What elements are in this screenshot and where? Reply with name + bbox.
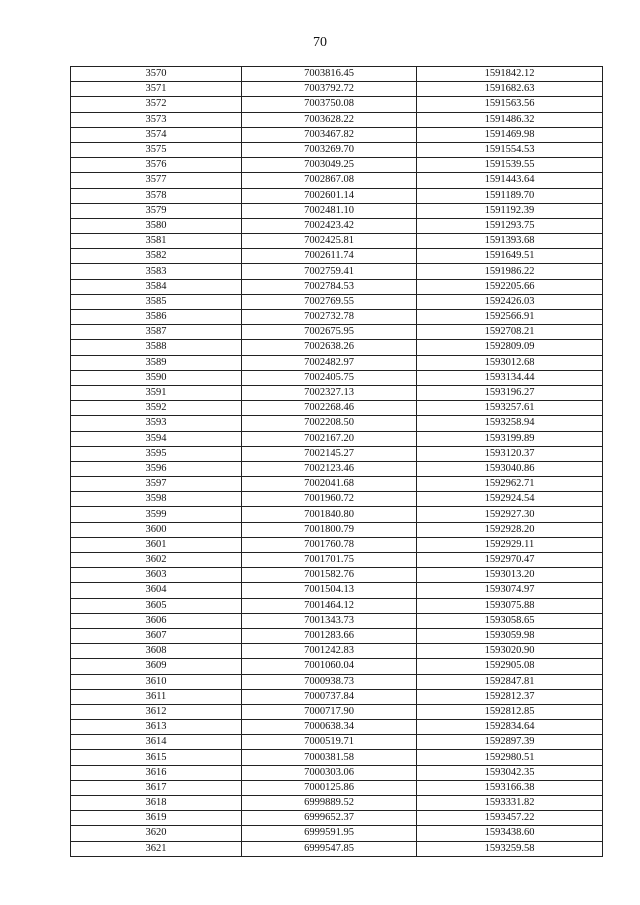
y-coordinate-cell: 1592924.54 xyxy=(417,492,603,507)
y-coordinate-cell: 1593020.90 xyxy=(417,644,603,659)
x-coordinate-cell: 7001840.80 xyxy=(242,507,417,522)
point-number-cell: 3585 xyxy=(71,294,242,309)
x-coordinate-cell: 7002769.55 xyxy=(242,294,417,309)
x-coordinate-cell: 7002145.27 xyxy=(242,446,417,461)
point-number-cell: 3587 xyxy=(71,325,242,340)
table-row xyxy=(71,446,603,461)
point-number-cell: 3610 xyxy=(71,674,242,689)
point-number-cell: 3582 xyxy=(71,249,242,264)
coordinates-table xyxy=(70,66,603,857)
point-number-cell: 3575 xyxy=(71,142,242,157)
y-coordinate-cell: 1591293.75 xyxy=(417,218,603,233)
point-number-cell: 3620 xyxy=(71,826,242,841)
table-row xyxy=(71,644,603,659)
y-coordinate-cell: 1591539.55 xyxy=(417,158,603,173)
point-number-cell: 3618 xyxy=(71,796,242,811)
point-number-cell: 3615 xyxy=(71,750,242,765)
point-number-cell: 3619 xyxy=(71,811,242,826)
point-number-cell: 3607 xyxy=(71,628,242,643)
x-coordinate-cell: 7002208.50 xyxy=(242,416,417,431)
y-coordinate-cell: 1592897.39 xyxy=(417,735,603,750)
x-coordinate-cell: 7001283.66 xyxy=(242,628,417,643)
table-row xyxy=(71,249,603,264)
point-number-cell: 3594 xyxy=(71,431,242,446)
y-coordinate-cell: 1592905.08 xyxy=(417,659,603,674)
y-coordinate-cell: 1592970.47 xyxy=(417,553,603,568)
y-coordinate-cell: 1593013.20 xyxy=(417,568,603,583)
y-coordinate-cell: 1593331.82 xyxy=(417,796,603,811)
point-number-cell: 3613 xyxy=(71,720,242,735)
x-coordinate-cell: 7001760.78 xyxy=(242,537,417,552)
y-coordinate-cell: 1592927.30 xyxy=(417,507,603,522)
table-row xyxy=(71,598,603,613)
table-row xyxy=(71,461,603,476)
point-number-cell: 3601 xyxy=(71,537,242,552)
y-coordinate-cell: 1593042.35 xyxy=(417,765,603,780)
point-number-cell: 3580 xyxy=(71,218,242,233)
x-coordinate-cell: 7002123.46 xyxy=(242,461,417,476)
y-coordinate-cell: 1593438.60 xyxy=(417,826,603,841)
x-coordinate-cell: 7002425.81 xyxy=(242,234,417,249)
point-number-cell: 3602 xyxy=(71,553,242,568)
point-number-cell: 3589 xyxy=(71,355,242,370)
table-row xyxy=(71,173,603,188)
page-number: 70 xyxy=(313,35,327,50)
x-coordinate-cell: 7000303.06 xyxy=(242,765,417,780)
table-row xyxy=(71,112,603,127)
table-row xyxy=(71,720,603,735)
x-coordinate-cell: 7000381.58 xyxy=(242,750,417,765)
table-row xyxy=(71,811,603,826)
table-row xyxy=(71,340,603,355)
x-coordinate-cell: 7002601.14 xyxy=(242,188,417,203)
x-coordinate-cell: 7001960.72 xyxy=(242,492,417,507)
y-coordinate-cell: 1592566.91 xyxy=(417,310,603,325)
x-coordinate-cell: 7003049.25 xyxy=(242,158,417,173)
y-coordinate-cell: 1593059.98 xyxy=(417,628,603,643)
point-number-cell: 3608 xyxy=(71,644,242,659)
y-coordinate-cell: 1591682.63 xyxy=(417,82,603,97)
point-number-cell: 3570 xyxy=(71,67,242,82)
x-coordinate-cell: 7000519.71 xyxy=(242,735,417,750)
y-coordinate-cell: 1593074.97 xyxy=(417,583,603,598)
x-coordinate-cell: 7000717.90 xyxy=(242,704,417,719)
y-coordinate-cell: 1593075.88 xyxy=(417,598,603,613)
table-row xyxy=(71,97,603,112)
table-row xyxy=(71,279,603,294)
y-coordinate-cell: 1593259.58 xyxy=(417,841,603,856)
x-coordinate-cell: 7002732.78 xyxy=(242,310,417,325)
y-coordinate-cell: 1592962.71 xyxy=(417,477,603,492)
y-coordinate-cell: 1591986.22 xyxy=(417,264,603,279)
table-row xyxy=(71,704,603,719)
y-coordinate-cell: 1592812.37 xyxy=(417,689,603,704)
table-row xyxy=(71,431,603,446)
table-row xyxy=(71,628,603,643)
x-coordinate-cell: 7002423.42 xyxy=(242,218,417,233)
table-row xyxy=(71,553,603,568)
table-row xyxy=(71,780,603,795)
y-coordinate-cell: 1592834.64 xyxy=(417,720,603,735)
table-row xyxy=(71,613,603,628)
table-row xyxy=(71,826,603,841)
table-row xyxy=(71,67,603,82)
table-row xyxy=(71,841,603,856)
point-number-cell: 3621 xyxy=(71,841,242,856)
point-number-cell: 3603 xyxy=(71,568,242,583)
table-row xyxy=(71,689,603,704)
table-row xyxy=(71,401,603,416)
table-row xyxy=(71,203,603,218)
x-coordinate-cell: 7003467.82 xyxy=(242,127,417,142)
table-row xyxy=(71,583,603,598)
y-coordinate-cell: 1593257.61 xyxy=(417,401,603,416)
table-row xyxy=(71,234,603,249)
x-coordinate-cell: 7002675.95 xyxy=(242,325,417,340)
y-coordinate-cell: 1592812.85 xyxy=(417,704,603,719)
y-coordinate-cell: 1593040.86 xyxy=(417,461,603,476)
y-coordinate-cell: 1591443.64 xyxy=(417,173,603,188)
y-coordinate-cell: 1592809.09 xyxy=(417,340,603,355)
point-number-cell: 3599 xyxy=(71,507,242,522)
point-number-cell: 3617 xyxy=(71,780,242,795)
table-row xyxy=(71,507,603,522)
y-coordinate-cell: 1591842.12 xyxy=(417,67,603,82)
table-row xyxy=(71,765,603,780)
table-row xyxy=(71,750,603,765)
point-number-cell: 3612 xyxy=(71,704,242,719)
y-coordinate-cell: 1591189.70 xyxy=(417,188,603,203)
x-coordinate-cell: 6999547.85 xyxy=(242,841,417,856)
point-number-cell: 3600 xyxy=(71,522,242,537)
x-coordinate-cell: 7003628.22 xyxy=(242,112,417,127)
point-number-cell: 3606 xyxy=(71,613,242,628)
y-coordinate-cell: 1591469.98 xyxy=(417,127,603,142)
x-coordinate-cell: 7001343.73 xyxy=(242,613,417,628)
y-coordinate-cell: 1591649.51 xyxy=(417,249,603,264)
x-coordinate-cell: 7002327.13 xyxy=(242,385,417,400)
y-coordinate-cell: 1592980.51 xyxy=(417,750,603,765)
table-row xyxy=(71,158,603,173)
point-number-cell: 3584 xyxy=(71,279,242,294)
point-number-cell: 3616 xyxy=(71,765,242,780)
x-coordinate-cell: 7000125.86 xyxy=(242,780,417,795)
x-coordinate-cell: 6999652.37 xyxy=(242,811,417,826)
point-number-cell: 3578 xyxy=(71,188,242,203)
point-number-cell: 3593 xyxy=(71,416,242,431)
y-coordinate-cell: 1593166.38 xyxy=(417,780,603,795)
point-number-cell: 3571 xyxy=(71,82,242,97)
x-coordinate-cell: 6999591.95 xyxy=(242,826,417,841)
y-coordinate-cell: 1593134.44 xyxy=(417,370,603,385)
point-number-cell: 3574 xyxy=(71,127,242,142)
x-coordinate-cell: 7000938.73 xyxy=(242,674,417,689)
x-coordinate-cell: 7003792.72 xyxy=(242,82,417,97)
point-number-cell: 3595 xyxy=(71,446,242,461)
x-coordinate-cell: 7001060.04 xyxy=(242,659,417,674)
x-coordinate-cell: 7002041.68 xyxy=(242,477,417,492)
table-row xyxy=(71,294,603,309)
table-row xyxy=(71,188,603,203)
x-coordinate-cell: 7002867.08 xyxy=(242,173,417,188)
x-coordinate-cell: 7003816.45 xyxy=(242,67,417,82)
x-coordinate-cell: 7002638.26 xyxy=(242,340,417,355)
table-row xyxy=(71,674,603,689)
table-row xyxy=(71,218,603,233)
table-row xyxy=(71,416,603,431)
x-coordinate-cell: 7002481.10 xyxy=(242,203,417,218)
table-row xyxy=(71,385,603,400)
x-coordinate-cell: 7001464.12 xyxy=(242,598,417,613)
table-row xyxy=(71,735,603,750)
table-row xyxy=(71,264,603,279)
y-coordinate-cell: 1592426.03 xyxy=(417,294,603,309)
x-coordinate-cell: 7001504.13 xyxy=(242,583,417,598)
y-coordinate-cell: 1591393.68 xyxy=(417,234,603,249)
point-number-cell: 3572 xyxy=(71,97,242,112)
table-row xyxy=(71,477,603,492)
x-coordinate-cell: 7003269.70 xyxy=(242,142,417,157)
x-coordinate-cell: 7000638.34 xyxy=(242,720,417,735)
y-coordinate-cell: 1592205.66 xyxy=(417,279,603,294)
x-coordinate-cell: 7002167.20 xyxy=(242,431,417,446)
point-number-cell: 3577 xyxy=(71,173,242,188)
table-row xyxy=(71,370,603,385)
x-coordinate-cell: 7001582.76 xyxy=(242,568,417,583)
x-coordinate-cell: 7002784.53 xyxy=(242,279,417,294)
table-row xyxy=(71,310,603,325)
x-coordinate-cell: 7002482.97 xyxy=(242,355,417,370)
x-coordinate-cell: 7003750.08 xyxy=(242,97,417,112)
y-coordinate-cell: 1593058.65 xyxy=(417,613,603,628)
x-coordinate-cell: 6999889.52 xyxy=(242,796,417,811)
table-row xyxy=(71,537,603,552)
point-number-cell: 3596 xyxy=(71,461,242,476)
table-row xyxy=(71,355,603,370)
point-number-cell: 3588 xyxy=(71,340,242,355)
point-number-cell: 3591 xyxy=(71,385,242,400)
y-coordinate-cell: 1591554.53 xyxy=(417,142,603,157)
table-row xyxy=(71,127,603,142)
y-coordinate-cell: 1592929.11 xyxy=(417,537,603,552)
x-coordinate-cell: 7000737.84 xyxy=(242,689,417,704)
y-coordinate-cell: 1593199.89 xyxy=(417,431,603,446)
point-number-cell: 3592 xyxy=(71,401,242,416)
y-coordinate-cell: 1591563.56 xyxy=(417,97,603,112)
coordinates-table-body xyxy=(71,67,603,857)
point-number-cell: 3573 xyxy=(71,112,242,127)
point-number-cell: 3611 xyxy=(71,689,242,704)
point-number-cell: 3586 xyxy=(71,310,242,325)
point-number-cell: 3609 xyxy=(71,659,242,674)
y-coordinate-cell: 1593120.37 xyxy=(417,446,603,461)
table-row xyxy=(71,142,603,157)
point-number-cell: 3581 xyxy=(71,234,242,249)
y-coordinate-cell: 1592847.81 xyxy=(417,674,603,689)
point-number-cell: 3583 xyxy=(71,264,242,279)
point-number-cell: 3590 xyxy=(71,370,242,385)
y-coordinate-cell: 1592708.21 xyxy=(417,325,603,340)
x-coordinate-cell: 7002759.41 xyxy=(242,264,417,279)
point-number-cell: 3614 xyxy=(71,735,242,750)
y-coordinate-cell: 1593196.27 xyxy=(417,385,603,400)
table-row xyxy=(71,522,603,537)
y-coordinate-cell: 1591192.39 xyxy=(417,203,603,218)
x-coordinate-cell: 7002405.75 xyxy=(242,370,417,385)
x-coordinate-cell: 7001242.83 xyxy=(242,644,417,659)
table-row xyxy=(71,492,603,507)
point-number-cell: 3605 xyxy=(71,598,242,613)
point-number-cell: 3598 xyxy=(71,492,242,507)
x-coordinate-cell: 7001800.79 xyxy=(242,522,417,537)
point-number-cell: 3597 xyxy=(71,477,242,492)
table-row xyxy=(71,568,603,583)
y-coordinate-cell: 1591486.32 xyxy=(417,112,603,127)
y-coordinate-cell: 1593012.68 xyxy=(417,355,603,370)
point-number-cell: 3576 xyxy=(71,158,242,173)
y-coordinate-cell: 1593457.22 xyxy=(417,811,603,826)
table-row xyxy=(71,82,603,97)
y-coordinate-cell: 1593258.94 xyxy=(417,416,603,431)
x-coordinate-cell: 7002611.74 xyxy=(242,249,417,264)
table-row xyxy=(71,796,603,811)
table-row xyxy=(71,659,603,674)
x-coordinate-cell: 7002268.46 xyxy=(242,401,417,416)
table-row xyxy=(71,325,603,340)
y-coordinate-cell: 1592928.20 xyxy=(417,522,603,537)
x-coordinate-cell: 7001701.75 xyxy=(242,553,417,568)
point-number-cell: 3604 xyxy=(71,583,242,598)
point-number-cell: 3579 xyxy=(71,203,242,218)
